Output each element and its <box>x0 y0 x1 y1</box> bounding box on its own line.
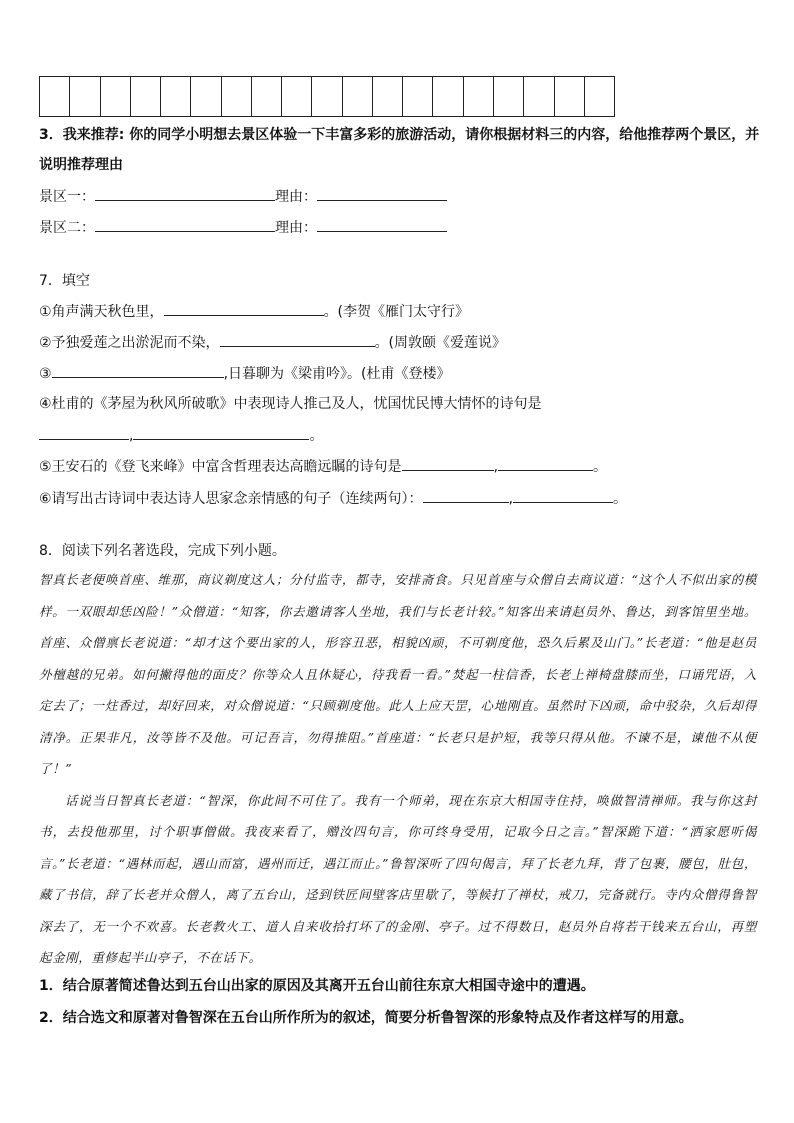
q7-item6-sep: , <box>508 491 514 507</box>
grid-cell[interactable] <box>584 77 615 116</box>
grid-cell[interactable] <box>69 77 99 116</box>
grid-cell[interactable] <box>100 77 130 116</box>
q7-item6-end: 。 <box>613 491 628 507</box>
grid-cell[interactable] <box>554 77 584 116</box>
q7-item4-prompt: ④杜甫的《茅屋为秋风所破歌》中表现诗人推己及人，忧国忧民博大情怀的诗句是 <box>39 396 542 412</box>
q7-item2-text: ②予独爱莲之出淤泥而不染， <box>39 335 220 351</box>
q3-reason2-blank[interactable] <box>317 217 447 232</box>
q3-spot2-row <box>39 217 447 238</box>
q7-item4-blank1[interactable] <box>39 425 129 440</box>
q7-item5 <box>39 456 607 477</box>
q3-spot2-blank[interactable] <box>95 217 275 232</box>
q8-passage-para1: 智真长老便唤首座、维那，商议剃度这人；分付监寺，都寺，安排斋食。只见首座与众僧自去商议道：“这个人不似出家的模样。一双眼却恁凶险！”众僧道：“知客，你去邀请客人坐地，我们与长老计较。”知客出来请赵员外、鲁达，到客馆里坐地。首座、众僧禀长老说道：“却才这个要出家的人，形容丑恶，相貌凶顽，不可剃度他，恐久后累及山门。”长老道：“他是赵员外檀越的兄弟。如何撇得他的面皮？你等众人且休疑心，待我看一看。”焚起一柱信香，长老上禅椅盘膝而坐，口诵咒语，入定去了；一炷香过，却好回来，对众僧说道：“只顾剃度他。此人上应天罡，心地刚直。虽然时下凶顽，命中驳杂，久后却得清净。正果非凡，汝等皆不及他。可记吾言，勿得推阻。”首座道：“长老只是护短，我等只得从他。不谏不是，谏他不从便了！” <box>39 572 757 776</box>
q3-prompt-line2: 说明推荐理由 <box>39 157 123 173</box>
grid-cell[interactable] <box>463 77 493 116</box>
grid-cell[interactable] <box>493 77 523 116</box>
grid-cell[interactable] <box>311 77 341 116</box>
q8-heading: 8．阅读下列名著选段，完成下列小题。 <box>39 543 286 559</box>
q7-item3 <box>39 363 450 384</box>
q7-item2-source: 。(周敦颐《爱莲说》 <box>374 335 507 351</box>
q7-item3-blank[interactable] <box>52 363 224 378</box>
q7-item3-prefix: ③ <box>39 366 52 382</box>
q7-item4-answer <box>39 425 323 446</box>
q7-item4-blank2[interactable] <box>133 425 309 440</box>
answer-writing-grid[interactable] <box>39 76 615 117</box>
q7-item1 <box>39 301 469 322</box>
grid-cell[interactable] <box>402 77 432 116</box>
grid-cell[interactable] <box>130 77 160 116</box>
q7-item6 <box>39 488 627 509</box>
q3-spot1-label: 景区一： <box>39 189 95 205</box>
q7-heading: 7．填空 <box>39 273 90 289</box>
q7-item5-blank2[interactable] <box>498 456 593 471</box>
q8-passage-para2: 话说当日智真长老道：“智深，你此间不可住了。我有一个师弟，现在东京大相国寺住持，唤做智清禅师。我与你这封书，去投他那里，讨个职事僧做。我夜来看了，赠汝四句言，你可终身受用，记取今日之言。”智深跪下道：“洒家愿听偈言。”长老道：“遇林而起，遇山而富，遇州而迁，遇江而止。”鲁智深听了四句偈言，拜了长老九拜，背了包裹，腰包，肚包，藏了书信，辞了长老并众僧人，离了五台山，迳到铁匠间壁客店里歇了，等候打了禅杖，戒刀，完备就行。寺内众僧得鲁智深去了，无一个不欢喜。长老教火工、道人自来收拾打坏了的金刚、亭子。过不得数日，赵员外自将若干钱来五台山，再塑起金刚，重修起半山亭子，不在话下。 <box>39 792 757 965</box>
q7-item6-blank2[interactable] <box>513 488 613 503</box>
q7-item2-blank[interactable] <box>220 332 375 347</box>
q7-item4-sep: , <box>129 428 134 444</box>
q7-item6-text: ⑥请写出古诗词中表达诗人思家念亲情感的句子（连续两句）： <box>39 491 423 507</box>
grid-cell[interactable] <box>251 77 281 116</box>
q7-item5-text: ⑤王安石的《登飞来峰》中富含哲理表达高瞻远瞩的诗句是 <box>39 459 402 475</box>
q7-item1-source: 。(李贺《雁门太守行》 <box>323 304 470 320</box>
q3-reason2-label: 理由： <box>275 220 317 236</box>
q7-item6-blank1[interactable] <box>423 488 509 503</box>
q8-sub2: 2．结合选文和原著对鲁智深在五台山所作所为的叙述，简要分析鲁智深的形象特点及作者这样写的用意。 <box>39 1010 693 1026</box>
grid-cell[interactable] <box>39 77 69 116</box>
q3-reason1-label: 理由： <box>275 189 317 205</box>
q7-item5-end: 。 <box>593 459 608 475</box>
grid-cell[interactable] <box>523 77 553 116</box>
q7-item3-text: ,日暮聊为《梁甫吟》。(杜甫《登楼》 <box>223 366 451 382</box>
q8-passage <box>39 564 757 974</box>
grid-cell[interactable] <box>432 77 462 116</box>
grid-cell[interactable] <box>372 77 402 116</box>
q7-item5-blank1[interactable] <box>402 456 494 471</box>
grid-cell[interactable] <box>281 77 311 116</box>
q3-spot2-label: 景区二： <box>39 220 95 236</box>
grid-cell[interactable] <box>221 77 251 116</box>
q7-item2 <box>39 332 506 353</box>
grid-cell[interactable] <box>190 77 220 116</box>
q7-item1-text: ①角声满天秋色里， <box>39 304 164 320</box>
q3-spot1-row <box>39 186 447 207</box>
q3-spot1-blank[interactable] <box>95 186 275 201</box>
grid-cell[interactable] <box>160 77 190 116</box>
q3-reason1-blank[interactable] <box>317 186 447 201</box>
q8-sub1: 1．结合原著简述鲁达到五台山出家的原因及其离开五台山前往东京大相国寺途中的遭遇。 <box>39 978 595 994</box>
q7-item1-blank[interactable] <box>164 301 324 316</box>
q3-prompt-line1: 3．我来推荐: 你的同学小明想去景区体验一下丰富多彩的旅游活动，请你根据材料三的内容，给他推荐两个景区，并 <box>39 127 760 143</box>
q7-item5-sep: , <box>493 459 499 475</box>
grid-cell[interactable] <box>342 77 372 116</box>
q7-item4-end: 。 <box>309 428 324 444</box>
